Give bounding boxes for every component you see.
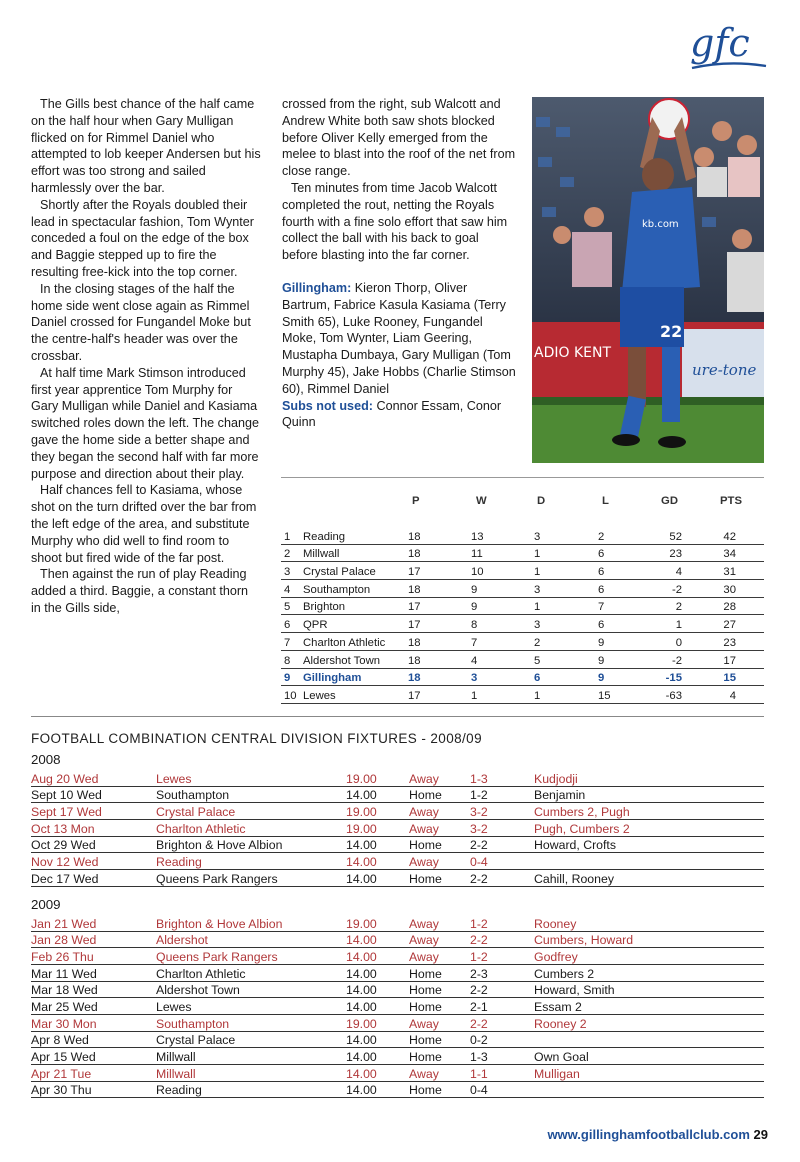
fixture-row (31, 820, 764, 837)
league-cell-pos: 7 (284, 636, 291, 649)
league-table (281, 495, 764, 704)
subs-not-used (282, 398, 516, 432)
league-cell-pts: 27 (723, 619, 736, 632)
page-footer (547, 1127, 768, 1142)
fixture-opponent: Brighton & Hove Albion (156, 838, 283, 853)
article-paragraph: Shortly after the Royals doubled their lead in spectacular fashion, Tom Wynter conceded a foul on the edge of the box and Baggie stepped up to fire the resulting free-kick into the top corner. (31, 197, 254, 279)
fixture-scorers: Kudjodji (534, 771, 578, 786)
fixture-score: 1-1 (470, 1066, 488, 1081)
league-cell-pos: 8 (284, 654, 291, 667)
club-monogram-logo (688, 20, 770, 76)
fixture-scorers: Cumbers, Howard (534, 933, 634, 948)
fixture-venue: Away (409, 916, 439, 931)
fixture-venue: Away (409, 1066, 439, 1081)
fixture-date: Sept 17 Wed (31, 805, 102, 820)
fixture-score: 1-3 (470, 771, 488, 786)
league-cell-p: 18 (408, 548, 421, 561)
league-cell-team: Lewes (303, 689, 336, 702)
fixture-time: 19.00 (346, 805, 377, 820)
league-table-row (281, 527, 764, 545)
fixture-score: 2-2 (470, 1016, 488, 1031)
fixture-time: 19.00 (346, 771, 377, 786)
team-lineup (282, 280, 516, 398)
fixture-opponent: Queens Park Rangers (156, 949, 278, 964)
league-cell-pts: 30 (723, 583, 736, 596)
league-table-row (281, 562, 764, 580)
league-cell-l: 2 (598, 530, 605, 543)
league-cell-p: 18 (408, 530, 421, 543)
shirt-number: 22 (660, 322, 683, 341)
fixture-date: Apr 15 Wed (31, 1050, 96, 1064)
season-gap (31, 887, 764, 897)
league-cell-team: Charlton Athletic (303, 636, 386, 649)
fixture-opponent: Queens Park Rangers (156, 871, 278, 886)
fixture-opponent: Millwall (156, 1066, 196, 1081)
lineup-label: Gillingham: (282, 280, 352, 295)
fixture-date: Jan 28 Wed (31, 933, 97, 948)
table-top-rule (281, 477, 764, 478)
fixture-row (31, 932, 764, 949)
league-cell-p: 17 (408, 619, 421, 632)
league-cell-l: 9 (598, 636, 605, 649)
league-table-row (281, 669, 764, 687)
fixture-score: 0-4 (470, 855, 488, 870)
fixture-opponent: Aldershot (156, 933, 208, 948)
article-paragraph: crossed from the right, sub Walcott and Andrew White both saw shots blocked before Oliver Kelly emerged from the melee to blast into the roof of the net from close range. (282, 97, 516, 179)
league-cell-team: QPR (303, 619, 328, 632)
league-cell-p: 18 (408, 583, 421, 596)
league-cell-team: Millwall (303, 548, 340, 561)
fixture-row (31, 770, 764, 787)
league-cell-gd: 52 (669, 530, 682, 543)
fixture-venue: Home (409, 999, 442, 1014)
league-cell-w: 9 (471, 583, 478, 596)
header-won: W (476, 495, 487, 507)
match-photo (532, 97, 764, 463)
league-cell-gd: -63 (665, 689, 682, 702)
league-cell-l: 6 (598, 583, 605, 596)
fixture-row (31, 787, 764, 804)
league-cell-d: 1 (534, 566, 541, 579)
fixture-venue: Away (409, 933, 439, 948)
league-cell-l: 9 (598, 654, 605, 667)
league-cell-p: 17 (408, 689, 421, 702)
league-cell-d: 3 (534, 530, 541, 543)
fixture-scorers: Benjamin (534, 788, 586, 803)
header-drawn: D (537, 495, 546, 507)
fixture-time: 14.00 (346, 855, 377, 870)
fixture-venue: Home (409, 966, 442, 981)
fixtures-section (31, 731, 764, 1098)
league-cell-team: Brighton (303, 601, 346, 614)
fixture-scorers: Mulligan (534, 1066, 580, 1081)
league-cell-pts: 31 (723, 566, 736, 579)
club-website-url[interactable]: www.gillinghamfootballclub.com (547, 1127, 750, 1142)
fixture-score: 0-2 (470, 1033, 488, 1048)
league-cell-d: 3 (534, 619, 541, 632)
league-cell-w: 1 (471, 689, 478, 702)
league-cell-p: 18 (408, 636, 421, 649)
fixture-opponent: Southampton (156, 1016, 230, 1031)
fixture-scorers: Cumbers 2 (534, 966, 595, 981)
fixture-score: 1-3 (470, 1050, 488, 1064)
fixture-venue: Away (409, 1016, 439, 1031)
league-cell-pos: 6 (284, 619, 291, 632)
fixture-opponent: Aldershot Town (156, 983, 240, 998)
league-table-row (281, 686, 764, 704)
fixture-opponent: Brighton & Hove Albion (156, 916, 283, 931)
league-cell-d: 2 (534, 636, 541, 649)
fixture-time: 19.00 (346, 916, 377, 931)
league-table-row (281, 545, 764, 563)
fixture-row (31, 1048, 764, 1065)
fixture-score: 2-2 (470, 933, 488, 948)
league-cell-p: 18 (408, 654, 421, 667)
fixture-row (31, 1032, 764, 1049)
lineup-players: Kieron Thorp, Oliver Bartrum, Fabrice Kasula Kasiama (Terry Smith 65), Luke Rooney, Fungandel Moke, Tom Wynter, Liam Geering, Mustapha Dumbaya, Gary Mulligan (Tom Murphy 45), Jake Hobbs (Charlie Stimson 60), Rimmel Daniel (282, 280, 516, 396)
fixture-time: 14.00 (346, 1066, 377, 1081)
article-paragraph: The Gills best chance of the half came on the half hour when Gary Mulligan flicked on for Rimmel Daniel who attempted to lob keeper Andersen but his effort was too strong and sailed harmlessly over the bar. (31, 97, 261, 195)
header-played: P (412, 495, 420, 507)
league-cell-p: 18 (408, 672, 421, 685)
league-cell-team: Crystal Palace (303, 566, 376, 579)
fixture-date: Mar 18 Wed (31, 983, 98, 998)
fixture-opponent: Southampton (156, 788, 230, 803)
fixture-score: 1-2 (470, 949, 488, 964)
fixture-date: Apr 21 Tue (31, 1066, 92, 1081)
article-paragraph: Half chances fell to Kasiama, whose shot on the turn drifted over the bar from the left edge of the area, and substitute Murphy who did well to find room to shoot but fired wide of the far post. (31, 483, 257, 565)
league-table-row (281, 633, 764, 651)
league-cell-team: Southampton (303, 583, 371, 596)
league-cell-pos: 9 (284, 672, 291, 685)
article-column-2 (282, 96, 516, 431)
fixture-date: Mar 11 Wed (31, 966, 97, 981)
fixture-opponent: Lewes (156, 771, 192, 786)
league-cell-w: 11 (471, 548, 483, 561)
fixture-time: 14.00 (346, 933, 377, 948)
fixture-scorers: Rooney (534, 916, 577, 931)
fixture-row (31, 1015, 764, 1032)
fixture-time: 14.00 (346, 983, 377, 998)
league-cell-p: 17 (408, 566, 421, 579)
fixture-time: 14.00 (346, 949, 377, 964)
fixture-scorers: Cahill, Rooney (534, 871, 614, 886)
fixture-row (31, 948, 764, 965)
fixture-row (31, 998, 764, 1015)
fixture-time: 14.00 (346, 1050, 377, 1064)
league-cell-gd: 2 (675, 601, 682, 614)
league-table-row (281, 651, 764, 669)
shirt-sponsor-text: kb.com (642, 219, 679, 230)
fixture-score: 2-2 (470, 871, 488, 886)
subs-label: Subs not used: (282, 398, 373, 413)
header-points: PTS (720, 495, 742, 507)
fixture-venue: Home (409, 838, 442, 853)
header-lost: L (602, 495, 609, 507)
fixture-date: Aug 20 Wed (31, 771, 99, 786)
fixture-date: Feb 26 Thu (31, 949, 94, 964)
league-cell-l: 6 (598, 619, 605, 632)
fixture-scorers: Pugh, Cumbers 2 (534, 821, 630, 836)
league-cell-d: 1 (534, 689, 541, 702)
fixture-scorers: Godfrey (534, 949, 578, 964)
fixture-venue: Home (409, 983, 442, 998)
article-paragraph: Ten minutes from time Jacob Walcott completed the rout, netting the Royals fourth with a fine solo effort that saw him collect the ball with his back to goal before blasting into the far corner. (282, 180, 508, 263)
league-cell-pts: 4 (729, 689, 736, 702)
fixture-venue: Away (409, 855, 439, 870)
photo-banner-left: ADIO KENT (534, 345, 612, 361)
league-cell-w: 8 (471, 619, 478, 632)
fixture-row (31, 870, 764, 887)
article-paragraph: At half time Mark Stimson introduced first year apprentice Tom Murphy for Gary Mulligan while Daniel and Kasiama switched roles down the left. The change gave the home side a better shape and they began the second half with far more purpose and direction about their play. (31, 365, 259, 481)
league-cell-w: 4 (471, 654, 478, 667)
fixture-venue: Home (409, 1050, 442, 1064)
league-cell-gd: 4 (675, 566, 682, 579)
fixture-time: 14.00 (346, 966, 377, 981)
article-paragraph: Then against the run of play Reading added a third. Baggie, a constant thorn in the Gills side, (31, 567, 249, 615)
fixture-opponent: Crystal Palace (156, 1033, 236, 1048)
fixture-row (31, 837, 764, 854)
league-cell-pts: 17 (723, 654, 736, 667)
league-cell-w: 10 (471, 566, 484, 579)
article-column-1 (31, 96, 261, 617)
fixture-date: Mar 30 Mon (31, 1016, 97, 1031)
fixtures-list (31, 752, 764, 1098)
league-cell-d: 3 (534, 583, 541, 596)
fixture-row (31, 803, 764, 820)
fixture-time: 14.00 (346, 999, 377, 1014)
fixture-opponent: Millwall (156, 1050, 196, 1064)
league-cell-gd: -2 (671, 583, 682, 596)
fixture-date: Jan 21 Wed (31, 916, 97, 931)
fixture-row (31, 915, 764, 932)
photo-banner-right: ure-tone (692, 361, 757, 379)
fixture-venue: Away (409, 949, 439, 964)
fixture-opponent: Reading (156, 855, 202, 870)
fixture-score: 1-2 (470, 788, 488, 803)
section-divider (31, 716, 764, 717)
fixture-score: 3-2 (470, 805, 488, 820)
league-cell-pts: 42 (723, 530, 736, 543)
fixture-time: 14.00 (346, 788, 377, 803)
league-cell-pts: 15 (723, 672, 736, 685)
league-cell-p: 17 (408, 601, 421, 614)
season-year: 2009 (31, 896, 61, 912)
league-cell-w: 13 (471, 530, 484, 543)
league-cell-l: 7 (598, 601, 605, 614)
fixture-score: 0-4 (470, 1083, 488, 1098)
logo-monogram-text: gfc (690, 21, 750, 65)
fixture-opponent: Charlton Athletic (156, 966, 246, 981)
fixture-opponent: Crystal Palace (156, 805, 236, 820)
fixture-scorers: Howard, Smith (534, 983, 615, 998)
fixture-score: 3-2 (470, 821, 488, 836)
fixture-venue: Home (409, 788, 442, 803)
league-cell-w: 3 (471, 672, 478, 685)
league-cell-w: 9 (471, 601, 478, 614)
league-table-row (281, 615, 764, 633)
league-cell-l: 9 (598, 672, 605, 685)
league-table-header (281, 495, 764, 515)
fixture-scorers: Rooney 2 (534, 1016, 587, 1031)
fixture-time: 14.00 (346, 1033, 377, 1048)
fixture-scorers: Howard, Crofts (534, 838, 617, 853)
fixture-date: Nov 12 Wed (31, 855, 99, 870)
league-cell-gd: -15 (665, 672, 682, 685)
fixture-scorers: Essam 2 (534, 999, 582, 1014)
league-cell-gd: 23 (669, 548, 682, 561)
fixture-score: 2-2 (470, 838, 488, 853)
fixture-venue: Home (409, 1083, 442, 1098)
fixture-time: 14.00 (346, 838, 377, 853)
fixture-opponent: Charlton Athletic (156, 821, 246, 836)
fixture-date: Oct 13 Mon (31, 821, 95, 836)
league-cell-pts: 34 (723, 548, 736, 561)
page-number: 29 (753, 1127, 768, 1142)
league-cell-pos: 5 (284, 601, 291, 614)
fixture-time: 14.00 (346, 871, 377, 886)
article-paragraph: In the closing stages of the half the home side went close again as Rimmel Daniel crossed for Fungandel Moke but the centre-half's header was over the crossbar. (31, 281, 251, 363)
fixture-score: 2-2 (470, 983, 488, 998)
fixture-date: Apr 8 Wed (31, 1033, 89, 1048)
league-cell-gd: 1 (675, 619, 682, 632)
fixture-opponent: Reading (156, 1083, 202, 1098)
fixture-date: Oct 29 Wed (31, 838, 96, 853)
fixture-time: 19.00 (346, 821, 377, 836)
fixture-score: 1-2 (470, 916, 488, 931)
season-year: 2008 (31, 752, 61, 767)
league-cell-l: 6 (598, 548, 605, 561)
fixture-time: 19.00 (346, 1016, 377, 1031)
league-cell-pos: 3 (284, 566, 291, 579)
league-table-row (281, 580, 764, 598)
fixture-date: Mar 25 Wed (31, 999, 98, 1014)
header-goal-difference: GD (661, 495, 678, 507)
league-table-body (281, 527, 764, 704)
league-cell-pos: 1 (284, 530, 291, 543)
fixture-date: Dec 17 Wed (31, 871, 99, 886)
league-cell-gd: 0 (675, 636, 682, 649)
league-cell-pts: 28 (723, 601, 736, 614)
league-cell-gd: -2 (671, 654, 682, 667)
fixture-scorers: Own Goal (534, 1050, 589, 1064)
league-cell-pos: 2 (284, 548, 291, 561)
fixture-venue: Home (409, 1033, 442, 1048)
league-cell-d: 5 (534, 654, 541, 667)
league-cell-d: 1 (534, 601, 541, 614)
league-cell-pos: 10 (284, 689, 297, 702)
fixture-venue: Away (409, 771, 439, 786)
league-cell-w: 7 (471, 636, 478, 649)
league-cell-d: 6 (534, 672, 541, 685)
league-cell-team: Reading (303, 530, 346, 543)
league-cell-team: Aldershot Town (303, 654, 381, 667)
fixture-row (31, 965, 764, 982)
fixtures-title: FOOTBALL COMBINATION CENTRAL DIVISION FIXTURES - 2008/09 (31, 731, 482, 746)
fixture-scorers: Cumbers 2, Pugh (534, 805, 630, 820)
fixture-row (31, 853, 764, 870)
subs-players: Connor Essam, Conor Quinn (282, 398, 502, 430)
league-table-row (281, 598, 764, 616)
fixture-row (31, 1082, 764, 1099)
fixture-venue: Home (409, 871, 442, 886)
league-cell-pts: 23 (723, 636, 736, 649)
fixture-time: 14.00 (346, 1083, 377, 1098)
fixture-row (31, 1065, 764, 1082)
fixture-row (31, 982, 764, 999)
fixture-date: Sept 10 Wed (31, 788, 102, 803)
fixture-date: Apr 30 Thu (31, 1083, 92, 1098)
league-cell-team: Gillingham (303, 672, 362, 685)
fixture-score: 2-3 (470, 966, 488, 981)
fixture-opponent: Lewes (156, 999, 192, 1014)
league-cell-l: 6 (598, 566, 605, 579)
fixture-score: 2-1 (470, 999, 488, 1014)
league-cell-l: 15 (598, 689, 611, 702)
league-cell-d: 1 (534, 548, 541, 561)
fixture-venue: Away (409, 805, 439, 820)
league-cell-pos: 4 (284, 583, 291, 596)
fixture-venue: Away (409, 821, 439, 836)
